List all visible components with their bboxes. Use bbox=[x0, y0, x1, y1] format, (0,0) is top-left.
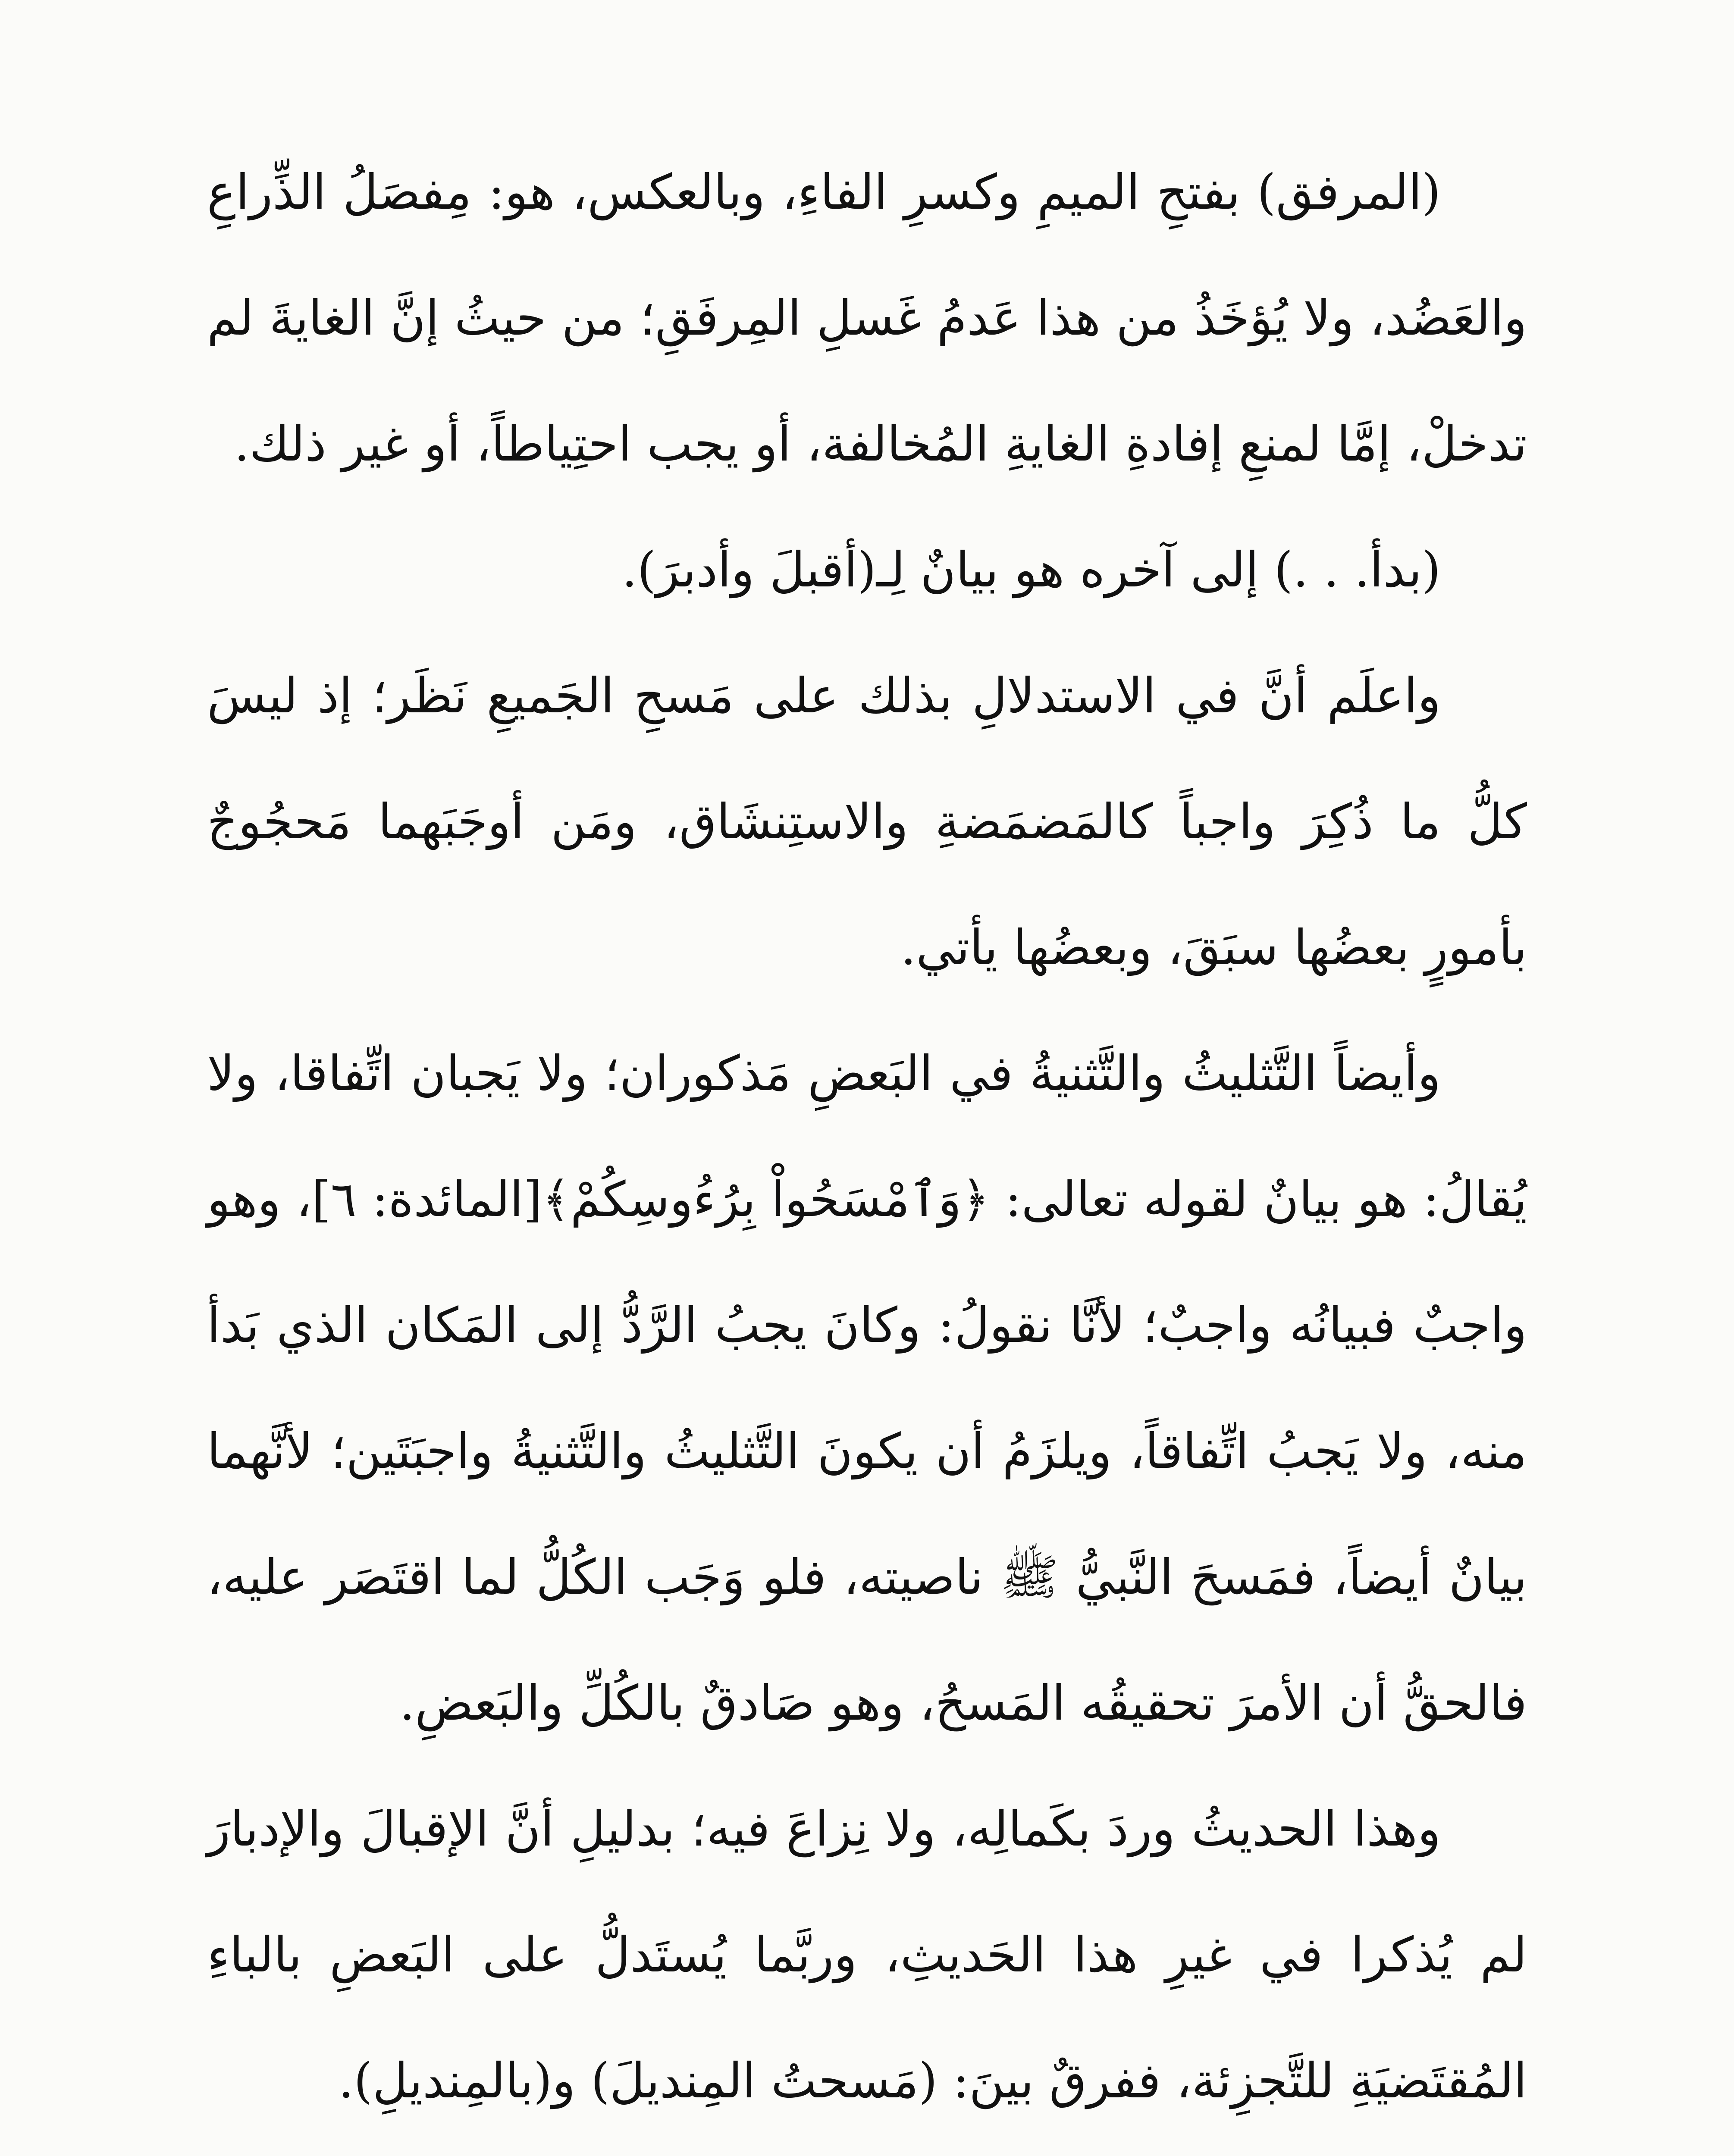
paragraph-bada: (بدأ. . .) إلى آخره هو بيانٌ لِـ(أقبلَ وأدبرَ). bbox=[621, 542, 1441, 598]
paragraph-qila bbox=[207, 2144, 1527, 2156]
paragraph-tathlith: وأيضاً التَّثليثُ والتَّثنيةُ في البَعضِ مَذكوران؛ ولا يَجبان اتِّفاقا، ولا يُقالُ: هو بيانٌ لقوله تعالى: ﴿وَٱمْسَحُواْ بِرُءُوسِكُمْ﴾[المائدة: ٦]، وهو واجبٌ فبيانُه واجبٌ؛ لأنَّا نقولُ: وكانَ يجبُ الرَّدُّ إلى المَكان الذي بَدأ منه، ولا يَجبُ اتِّفاقاً، ويلزَمُ أن يكونَ التَّثليثُ والتَّثنيةُ واجبَتَين؛ لأنَّهما بيانٌ أيضاً، فمَسحَ النَّبيُّ ﷺ ناصيته، فلو وَجَب الكُلُّ لما اقتَصَر عليه، فالحقُّ أن الأمرَ تحقيقُه المَسحُ، وهو صَادقٌ بالكُلِّ والبَعضِ. bbox=[207, 1046, 1527, 1731]
paragraph-hadith: وهذا الحديثُ وردَ بكَمالِه، ولا نِزاعَ فيه؛ بدليلِ أنَّ الإقبالَ والإدبارَ لم يُذكرا في غيرِ هذا الحَديثِ، وربَّما يُستَدلُّ على البَعضِ بالباءِ المُقتَضيَةِ للتَّجزِئة، ففرقٌ بينَ: (مَسحتُ المِنديلَ) و(بالمِنديلِ). bbox=[207, 1801, 1527, 2109]
paragraph-istidlal: واعلَم أنَّ في الاستدلالِ بذلك على مَسحِ الجَميعِ نَظَر؛ إذ ليسَ كلُّ ما ذُكِرَ واجباً كالمَضمَضةِ والاستِنشَاق، ومَن أوجَبَهما مَحجُوجٌ بأمورٍ بعضُها سبَقَ، وبعضُها يأتي. bbox=[207, 668, 1527, 976]
page-body bbox=[207, 129, 1527, 2156]
paragraph-mirfaq: (المرفق) بفتحِ الميمِ وكسرِ الفاءِ، وبالعكس، هو: مِفصَلُ الذِّراعِ والعَضُد، ولا يُؤخَذُ من هذا عَدمُ غَسلِ المِرفَقِ؛ من حيثُ إنَّ الغايةَ لم تدخلْ، إمَّا لمنعِ إفادةِ الغايةِ المُخالفة، أو يجب احتِياطاً، أو غير ذلك. bbox=[207, 164, 1527, 472]
